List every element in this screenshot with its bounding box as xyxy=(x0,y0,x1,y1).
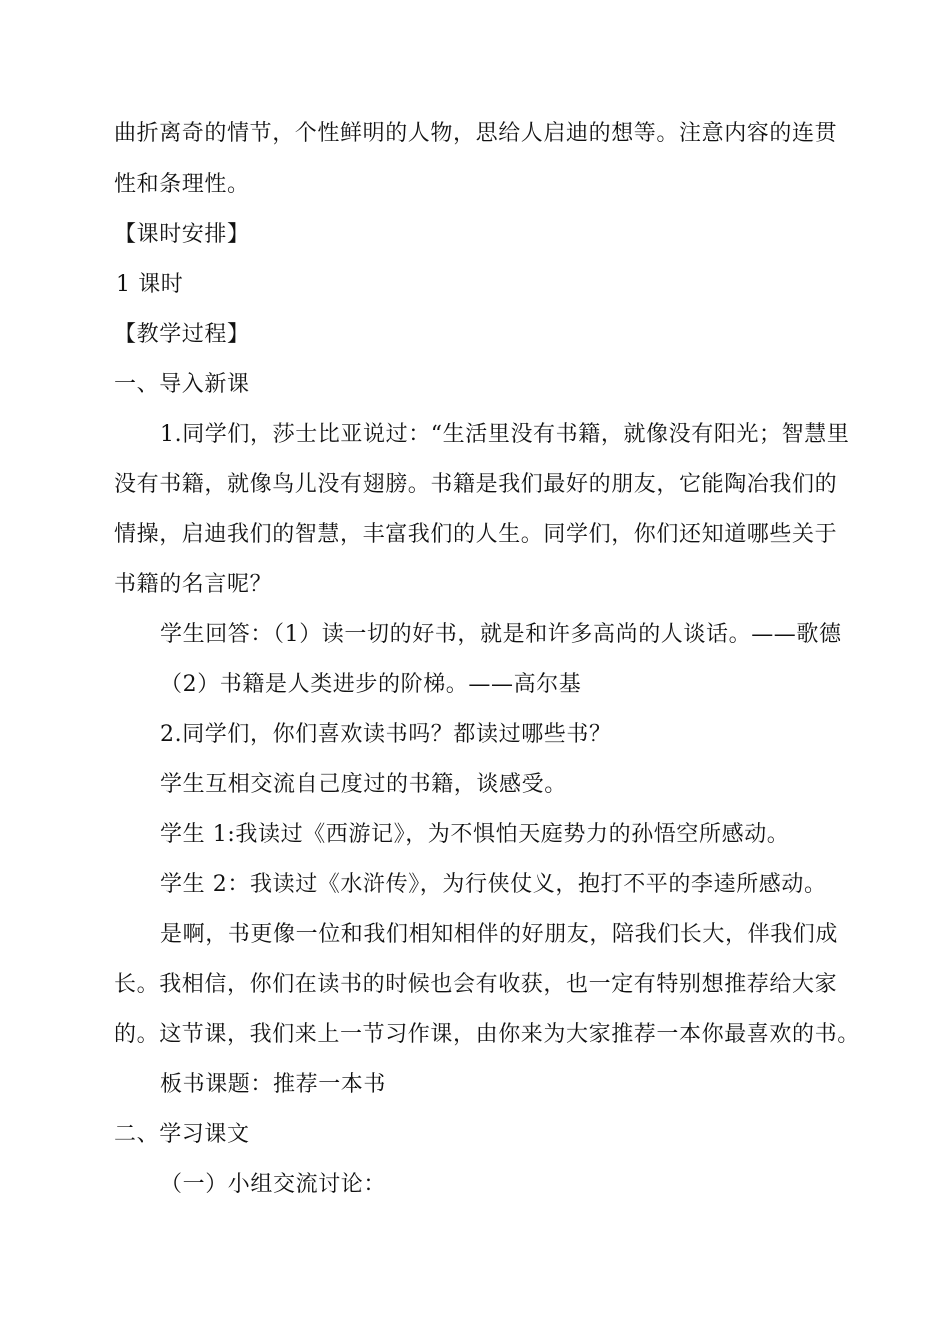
section-heading: 二、学习课文 xyxy=(114,1122,250,1147)
paragraph-line: 学生回答：（1）读一切的好书，就是和许多高尚的人谈话。——歌德 xyxy=(160,622,842,647)
paragraph-line: （一）小组交流讨论： xyxy=(160,1172,387,1197)
paragraph-line: 情操，启迪我们的智慧，丰富我们的人生。同学们，你们还知道哪些关于 xyxy=(114,522,838,547)
paragraph-line: 板书课题：推荐一本书 xyxy=(160,1072,387,1097)
paragraph-line: 1 课时 xyxy=(116,272,184,297)
paragraph-line: 学生互相交流自己度过的书籍，谈感受。 xyxy=(160,772,567,797)
section-heading: 【教学过程】 xyxy=(114,322,250,347)
paragraph-line: 学生 1:我读过《西游记》，为不惧怕天庭势力的孙悟空所感动。 xyxy=(160,822,790,847)
paragraph-line: 没有书籍，就像鸟儿没有翅膀。书籍是我们最好的朋友，它能陶冶我们的 xyxy=(114,472,838,497)
paragraph-line: 2.同学们，你们喜欢读书吗？都读过哪些书？ xyxy=(160,722,612,747)
paragraph-line: 是啊，书更像一位和我们相知相伴的好朋友，陪我们长大，伴我们成 xyxy=(160,922,839,947)
paragraph-line: 1.同学们，莎士比亚说过：“生活里没有书籍，就像没有阳光；智慧里 xyxy=(160,422,850,447)
section-heading: 【课时安排】 xyxy=(114,222,250,247)
paragraph-line: 长。我相信，你们在读书的时候也会有收获，也一定有特别想推荐给大家 xyxy=(114,972,838,997)
paragraph-line: 性和条理性。 xyxy=(114,172,250,197)
paragraph-line: 曲折离奇的情节，个性鲜明的人物，思给人启迪的想等。注意内容的连贯 xyxy=(114,121,838,146)
paragraph-line: 学生 2：我读过《水浒传》，为行侠仗义，抱打不平的李逵所感动。 xyxy=(160,872,827,897)
section-heading: 一、导入新课 xyxy=(114,372,250,397)
paragraph-line: 书籍的名言呢？ xyxy=(114,572,273,597)
paragraph-line: 的。这节课，我们来上一节习作课，由你来为大家推荐一本你最喜欢的书。 xyxy=(114,1022,860,1047)
paragraph-line: （2）书籍是人类进步的阶梯。——高尔基 xyxy=(160,672,582,697)
